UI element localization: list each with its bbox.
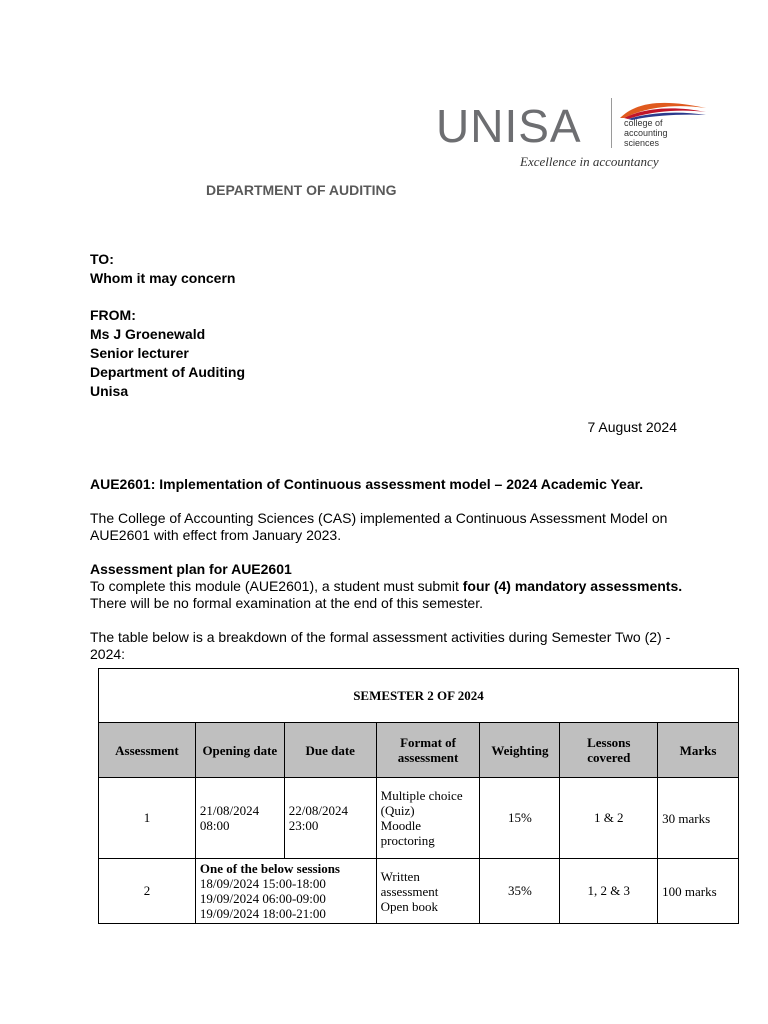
cell-marks: 30 marks [658, 778, 739, 859]
column-header: Lessons covered [560, 723, 658, 778]
to-block [90, 250, 235, 288]
session-line: 19/09/2024 06:00-09:00 [199, 891, 326, 906]
plan-text-after: There will be no formal examination at the end of this semester. [90, 595, 483, 611]
assessment-plan-heading: Assessment plan for AUE2601 [90, 561, 292, 577]
from-department: Department of Auditing [90, 364, 246, 380]
session-line: 19/09/2024 18:00-21:00 [199, 906, 326, 921]
logo-subtitle-line: college of [624, 118, 663, 128]
logo-tagline: Excellence in accountancy [520, 154, 659, 169]
plan-text-before: To complete this module (AUE2601), a student must submit [90, 578, 463, 594]
format-line: Open book [380, 898, 439, 914]
cell-assessment: 2 [99, 859, 196, 924]
cell-lessons: 1 & 2 [560, 778, 658, 859]
format-line: proctoring [380, 833, 435, 848]
column-header: Weighting [480, 723, 560, 778]
sessions-heading: One of the below sessions [199, 861, 340, 876]
cell-opening-date [195, 778, 284, 859]
from-block [90, 306, 245, 401]
cell-weighting: 15% [480, 778, 560, 859]
session-line: 18/09/2024 15:00-18:00 [199, 876, 326, 891]
due-date-value: 22/08/2024 [288, 803, 348, 818]
column-header: Due date [284, 723, 376, 778]
assessment-table [98, 668, 739, 924]
format-line: (Quiz) [380, 803, 415, 818]
assessment-plan [90, 561, 690, 612]
from-name: Ms J Groenewald [90, 326, 206, 342]
opening-time-value: 08:00 [199, 818, 230, 833]
cell-format [376, 778, 480, 859]
from-title: Senior lecturer [90, 345, 189, 361]
format-line: assessment [380, 883, 439, 899]
cell-format [376, 859, 480, 924]
cell-marks: 100 marks [658, 859, 739, 924]
column-header: Format of assessment [376, 723, 480, 778]
cell-lessons: 1, 2 & 3 [560, 859, 658, 924]
assessment-plan-text [90, 578, 690, 612]
department-heading: DEPARTMENT OF AUDITING [206, 182, 397, 198]
letter-date: 7 August 2024 [587, 419, 677, 435]
to-recipient: Whom it may concern [90, 270, 236, 286]
column-header: Opening date [195, 723, 284, 778]
cell-sessions [195, 859, 376, 924]
table-title: SEMESTER 2 OF 2024 [99, 669, 739, 723]
format-line: Multiple choice [380, 788, 463, 803]
logo-subtitle [624, 118, 668, 148]
subject-line: AUE2601: Implementation of Continuous assessment model – 2024 Academic Year. [90, 476, 644, 492]
from-label: FROM: [90, 307, 136, 323]
table-row [99, 778, 739, 859]
unisa-logo [436, 96, 706, 176]
logo-subtitle-line: sciences [624, 138, 660, 148]
logo-divider [611, 98, 612, 148]
to-label: TO: [90, 251, 114, 267]
opening-date-value: 21/08/2024 [199, 803, 260, 818]
logo-subtitle-line: accounting [624, 128, 668, 138]
due-time-value: 23:00 [288, 818, 319, 833]
plan-text-bold: four (4) mandatory assessments. [462, 578, 683, 594]
cell-weighting: 35% [480, 859, 560, 924]
intro-paragraph: The College of Accounting Sciences (CAS) implemented a Continuous Assessment Model on AUE2601 with effect from January 2023. [90, 510, 668, 543]
table-intro: The table below is a breakdown of the formal assessment activities during Semester Two (2) - 2024: [90, 629, 671, 662]
logo-flag-icon [618, 98, 708, 120]
format-line: Written [380, 868, 420, 884]
column-header: Marks [658, 723, 739, 778]
cell-due-date [284, 778, 376, 859]
format-line: Moodle [380, 818, 422, 833]
from-institution: Unisa [90, 383, 129, 399]
table-row [99, 859, 739, 924]
column-header: Assessment [99, 723, 196, 778]
cell-assessment: 1 [99, 778, 196, 859]
logo-wordmark: UNISA [436, 100, 582, 152]
